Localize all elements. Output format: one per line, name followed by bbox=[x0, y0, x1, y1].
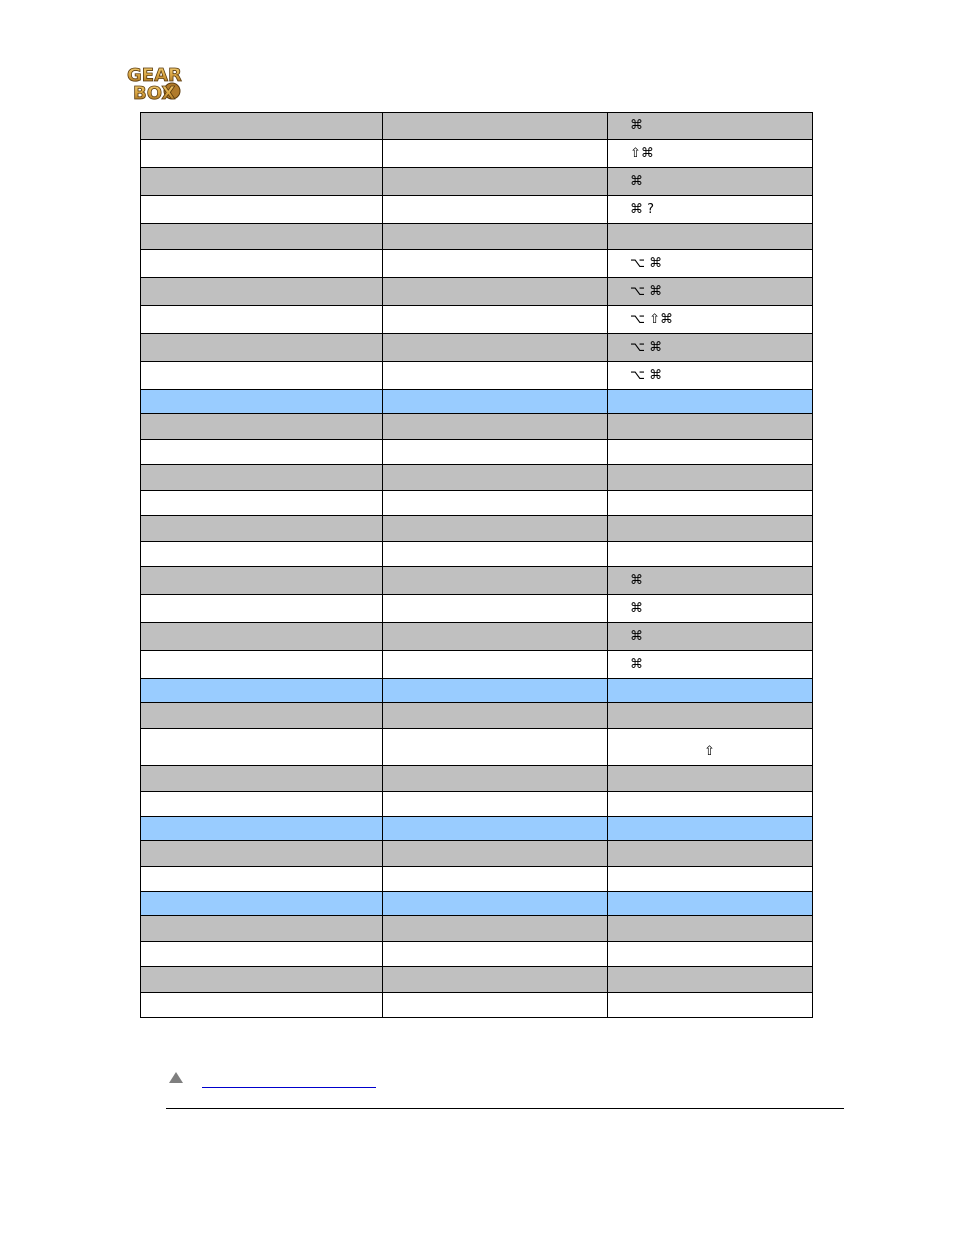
table-cell-col2 bbox=[383, 306, 608, 334]
table-cell-col3 bbox=[608, 414, 813, 440]
table-cell-col2 bbox=[383, 362, 608, 390]
table-cell-col3 bbox=[608, 334, 813, 362]
shortcut-keys: ⌘ bbox=[630, 656, 643, 672]
table-row bbox=[141, 440, 813, 465]
table-cell-col1 bbox=[141, 306, 383, 334]
table-cell-col2 bbox=[383, 465, 608, 491]
back-to-top-label[interactable] bbox=[202, 1069, 376, 1088]
table-row bbox=[141, 516, 813, 542]
table-cell-col2 bbox=[383, 993, 608, 1018]
table-cell-col3 bbox=[608, 440, 813, 465]
shortcut-keys: ⇧ bbox=[704, 744, 715, 759]
shortcut-keys: ⌘ ? bbox=[630, 201, 655, 217]
table-cell-col3 bbox=[608, 942, 813, 967]
table-cell-col3 bbox=[608, 491, 813, 516]
table-cell-col3 bbox=[608, 766, 813, 792]
table-row bbox=[141, 542, 813, 567]
table-cell-col1 bbox=[141, 113, 383, 140]
table-cell-col2 bbox=[383, 414, 608, 440]
table-row bbox=[141, 892, 813, 916]
table-cell-col2 bbox=[383, 196, 608, 224]
shortcut-keys: ⌥ ⌘ bbox=[630, 339, 663, 355]
table-cell-col3 bbox=[608, 140, 813, 168]
table-cell-col3 bbox=[608, 250, 813, 278]
table-cell-col2 bbox=[383, 867, 608, 892]
table-row bbox=[141, 703, 813, 729]
table-cell-col1 bbox=[141, 729, 383, 766]
table-cell-col1 bbox=[141, 993, 383, 1018]
table-cell-col1 bbox=[141, 516, 383, 542]
table-cell-col2 bbox=[383, 440, 608, 465]
table-cell-col3 bbox=[608, 306, 813, 334]
table-cell-col1 bbox=[141, 390, 383, 414]
table-cell-col1 bbox=[141, 414, 383, 440]
table-cell-col3 bbox=[608, 390, 813, 414]
table-cell-col1 bbox=[141, 967, 383, 993]
table-row bbox=[141, 867, 813, 892]
table-row bbox=[141, 623, 813, 651]
table-cell-col1 bbox=[141, 867, 383, 892]
table-row bbox=[141, 113, 813, 140]
table-cell-col2 bbox=[383, 250, 608, 278]
table-row bbox=[141, 224, 813, 250]
table-cell-col2 bbox=[383, 841, 608, 867]
table-cell-col2 bbox=[383, 140, 608, 168]
shortcut-keys: ⌥ ⌘ bbox=[630, 255, 663, 271]
table-cell-col1 bbox=[141, 140, 383, 168]
shortcut-keys: ⌥ ⇧⌘ bbox=[630, 311, 674, 327]
table-cell-col3 bbox=[608, 168, 813, 196]
table-cell-col1 bbox=[141, 703, 383, 729]
table-cell-col3 bbox=[608, 841, 813, 867]
table-row bbox=[141, 250, 813, 278]
table-cell-col2 bbox=[383, 766, 608, 792]
shortcut-keys: ⌘ bbox=[630, 600, 643, 616]
table-cell-col2 bbox=[383, 334, 608, 362]
table-cell-col3 bbox=[608, 465, 813, 491]
table-cell-col1 bbox=[141, 491, 383, 516]
footer-divider bbox=[166, 1108, 844, 1109]
table-cell-col1 bbox=[141, 942, 383, 967]
table-cell-col1 bbox=[141, 623, 383, 651]
gearbox-logo-graphic bbox=[124, 64, 194, 102]
table-cell-col3 bbox=[608, 516, 813, 542]
table-cell-col3 bbox=[608, 542, 813, 567]
table-cell-col2 bbox=[383, 892, 608, 916]
table-row bbox=[141, 942, 813, 967]
table-cell-col3 bbox=[608, 113, 813, 140]
table-cell-col1 bbox=[141, 792, 383, 817]
table-cell-col2 bbox=[383, 168, 608, 196]
table-cell-col2 bbox=[383, 595, 608, 623]
table-cell-col1 bbox=[141, 651, 383, 679]
table-cell-col1 bbox=[141, 679, 383, 703]
table-cell-col1 bbox=[141, 168, 383, 196]
table-cell-col2 bbox=[383, 916, 608, 942]
table-cell-col3 bbox=[608, 679, 813, 703]
table-cell-col2 bbox=[383, 623, 608, 651]
table-cell-col3 bbox=[608, 892, 813, 916]
table-cell-col2 bbox=[383, 491, 608, 516]
keyboard-shortcut-table bbox=[140, 112, 813, 1018]
table-cell-col1 bbox=[141, 916, 383, 942]
table-row bbox=[141, 140, 813, 168]
table-cell-col3 bbox=[608, 792, 813, 817]
table-row bbox=[141, 390, 813, 414]
shortcut-keys: ⌘ bbox=[630, 118, 643, 133]
table-row bbox=[141, 362, 813, 390]
table-row bbox=[141, 679, 813, 703]
table-cell-col3 bbox=[608, 595, 813, 623]
table-cell-col3 bbox=[608, 362, 813, 390]
table-cell-col3 bbox=[608, 567, 813, 595]
table-cell-col2 bbox=[383, 390, 608, 414]
table-row bbox=[141, 993, 813, 1018]
table-row bbox=[141, 168, 813, 196]
table-cell-col3 bbox=[608, 278, 813, 306]
shortcut-keys: ⌥ ⌘ bbox=[630, 283, 663, 299]
table-cell-col1 bbox=[141, 817, 383, 841]
table-row bbox=[141, 465, 813, 491]
table-row bbox=[141, 651, 813, 679]
table-row bbox=[141, 817, 813, 841]
up-triangle-icon bbox=[169, 1072, 183, 1083]
table-row bbox=[141, 766, 813, 792]
table-cell-col2 bbox=[383, 703, 608, 729]
table-cell-col3 bbox=[608, 703, 813, 729]
logo-line1: GEAR bbox=[127, 65, 182, 86]
table-cell-col1 bbox=[141, 362, 383, 390]
table-cell-col2 bbox=[383, 729, 608, 766]
table-cell-col2 bbox=[383, 567, 608, 595]
table-cell-col1 bbox=[141, 542, 383, 567]
gearbox-logo bbox=[124, 64, 194, 102]
table-cell-col1 bbox=[141, 334, 383, 362]
table-cell-col1 bbox=[141, 766, 383, 792]
table-row bbox=[141, 278, 813, 306]
table-cell-col3 bbox=[608, 993, 813, 1018]
table-row bbox=[141, 967, 813, 993]
table-cell-col2 bbox=[383, 679, 608, 703]
table-cell-col3 bbox=[608, 224, 813, 250]
table-cell-col1 bbox=[141, 224, 383, 250]
table-cell-col2 bbox=[383, 651, 608, 679]
table-cell-col3 bbox=[608, 623, 813, 651]
table-row bbox=[141, 306, 813, 334]
table-row bbox=[141, 334, 813, 362]
table-cell-col2 bbox=[383, 113, 608, 140]
table-cell-col1 bbox=[141, 567, 383, 595]
table-row bbox=[141, 491, 813, 516]
shortcut-keys: ⌘ bbox=[630, 628, 643, 644]
table-cell-col2 bbox=[383, 224, 608, 250]
table-cell-col2 bbox=[383, 516, 608, 542]
table-cell-col3 bbox=[608, 817, 813, 841]
table-cell-col3 bbox=[608, 196, 813, 224]
table-cell-col1 bbox=[141, 465, 383, 491]
table-row bbox=[141, 841, 813, 867]
table-row bbox=[141, 792, 813, 817]
table-cell-col2 bbox=[383, 817, 608, 841]
table-cell-col2 bbox=[383, 792, 608, 817]
shortcut-keys: ⇧⌘ bbox=[630, 145, 654, 161]
table-cell-col2 bbox=[383, 278, 608, 306]
table-cell-col3 bbox=[608, 967, 813, 993]
table-cell-col3 bbox=[608, 867, 813, 892]
shortcut-keys: ⌘ bbox=[630, 572, 643, 588]
table-cell-col1 bbox=[141, 595, 383, 623]
table-cell-col1 bbox=[141, 892, 383, 916]
table-cell-col1 bbox=[141, 278, 383, 306]
table-row bbox=[141, 567, 813, 595]
shortcut-keys: ⌥ ⌘ bbox=[630, 367, 663, 383]
table-cell-col2 bbox=[383, 942, 608, 967]
table-cell-col3 bbox=[608, 916, 813, 942]
shortcut-keys: ⌘ bbox=[630, 173, 643, 189]
table-row bbox=[141, 196, 813, 224]
table-cell-col1 bbox=[141, 841, 383, 867]
table-cell-col2 bbox=[383, 542, 608, 567]
logo-line2: BOX bbox=[133, 83, 176, 102]
table-row bbox=[141, 916, 813, 942]
table-cell-col3 bbox=[608, 729, 813, 766]
table-cell-col2 bbox=[383, 967, 608, 993]
table-cell-col3 bbox=[608, 651, 813, 679]
table-cell-col1 bbox=[141, 196, 383, 224]
table-row bbox=[141, 595, 813, 623]
table-cell-col1 bbox=[141, 250, 383, 278]
table-row bbox=[141, 414, 813, 440]
table-row bbox=[141, 729, 813, 766]
table-cell-col1 bbox=[141, 440, 383, 465]
